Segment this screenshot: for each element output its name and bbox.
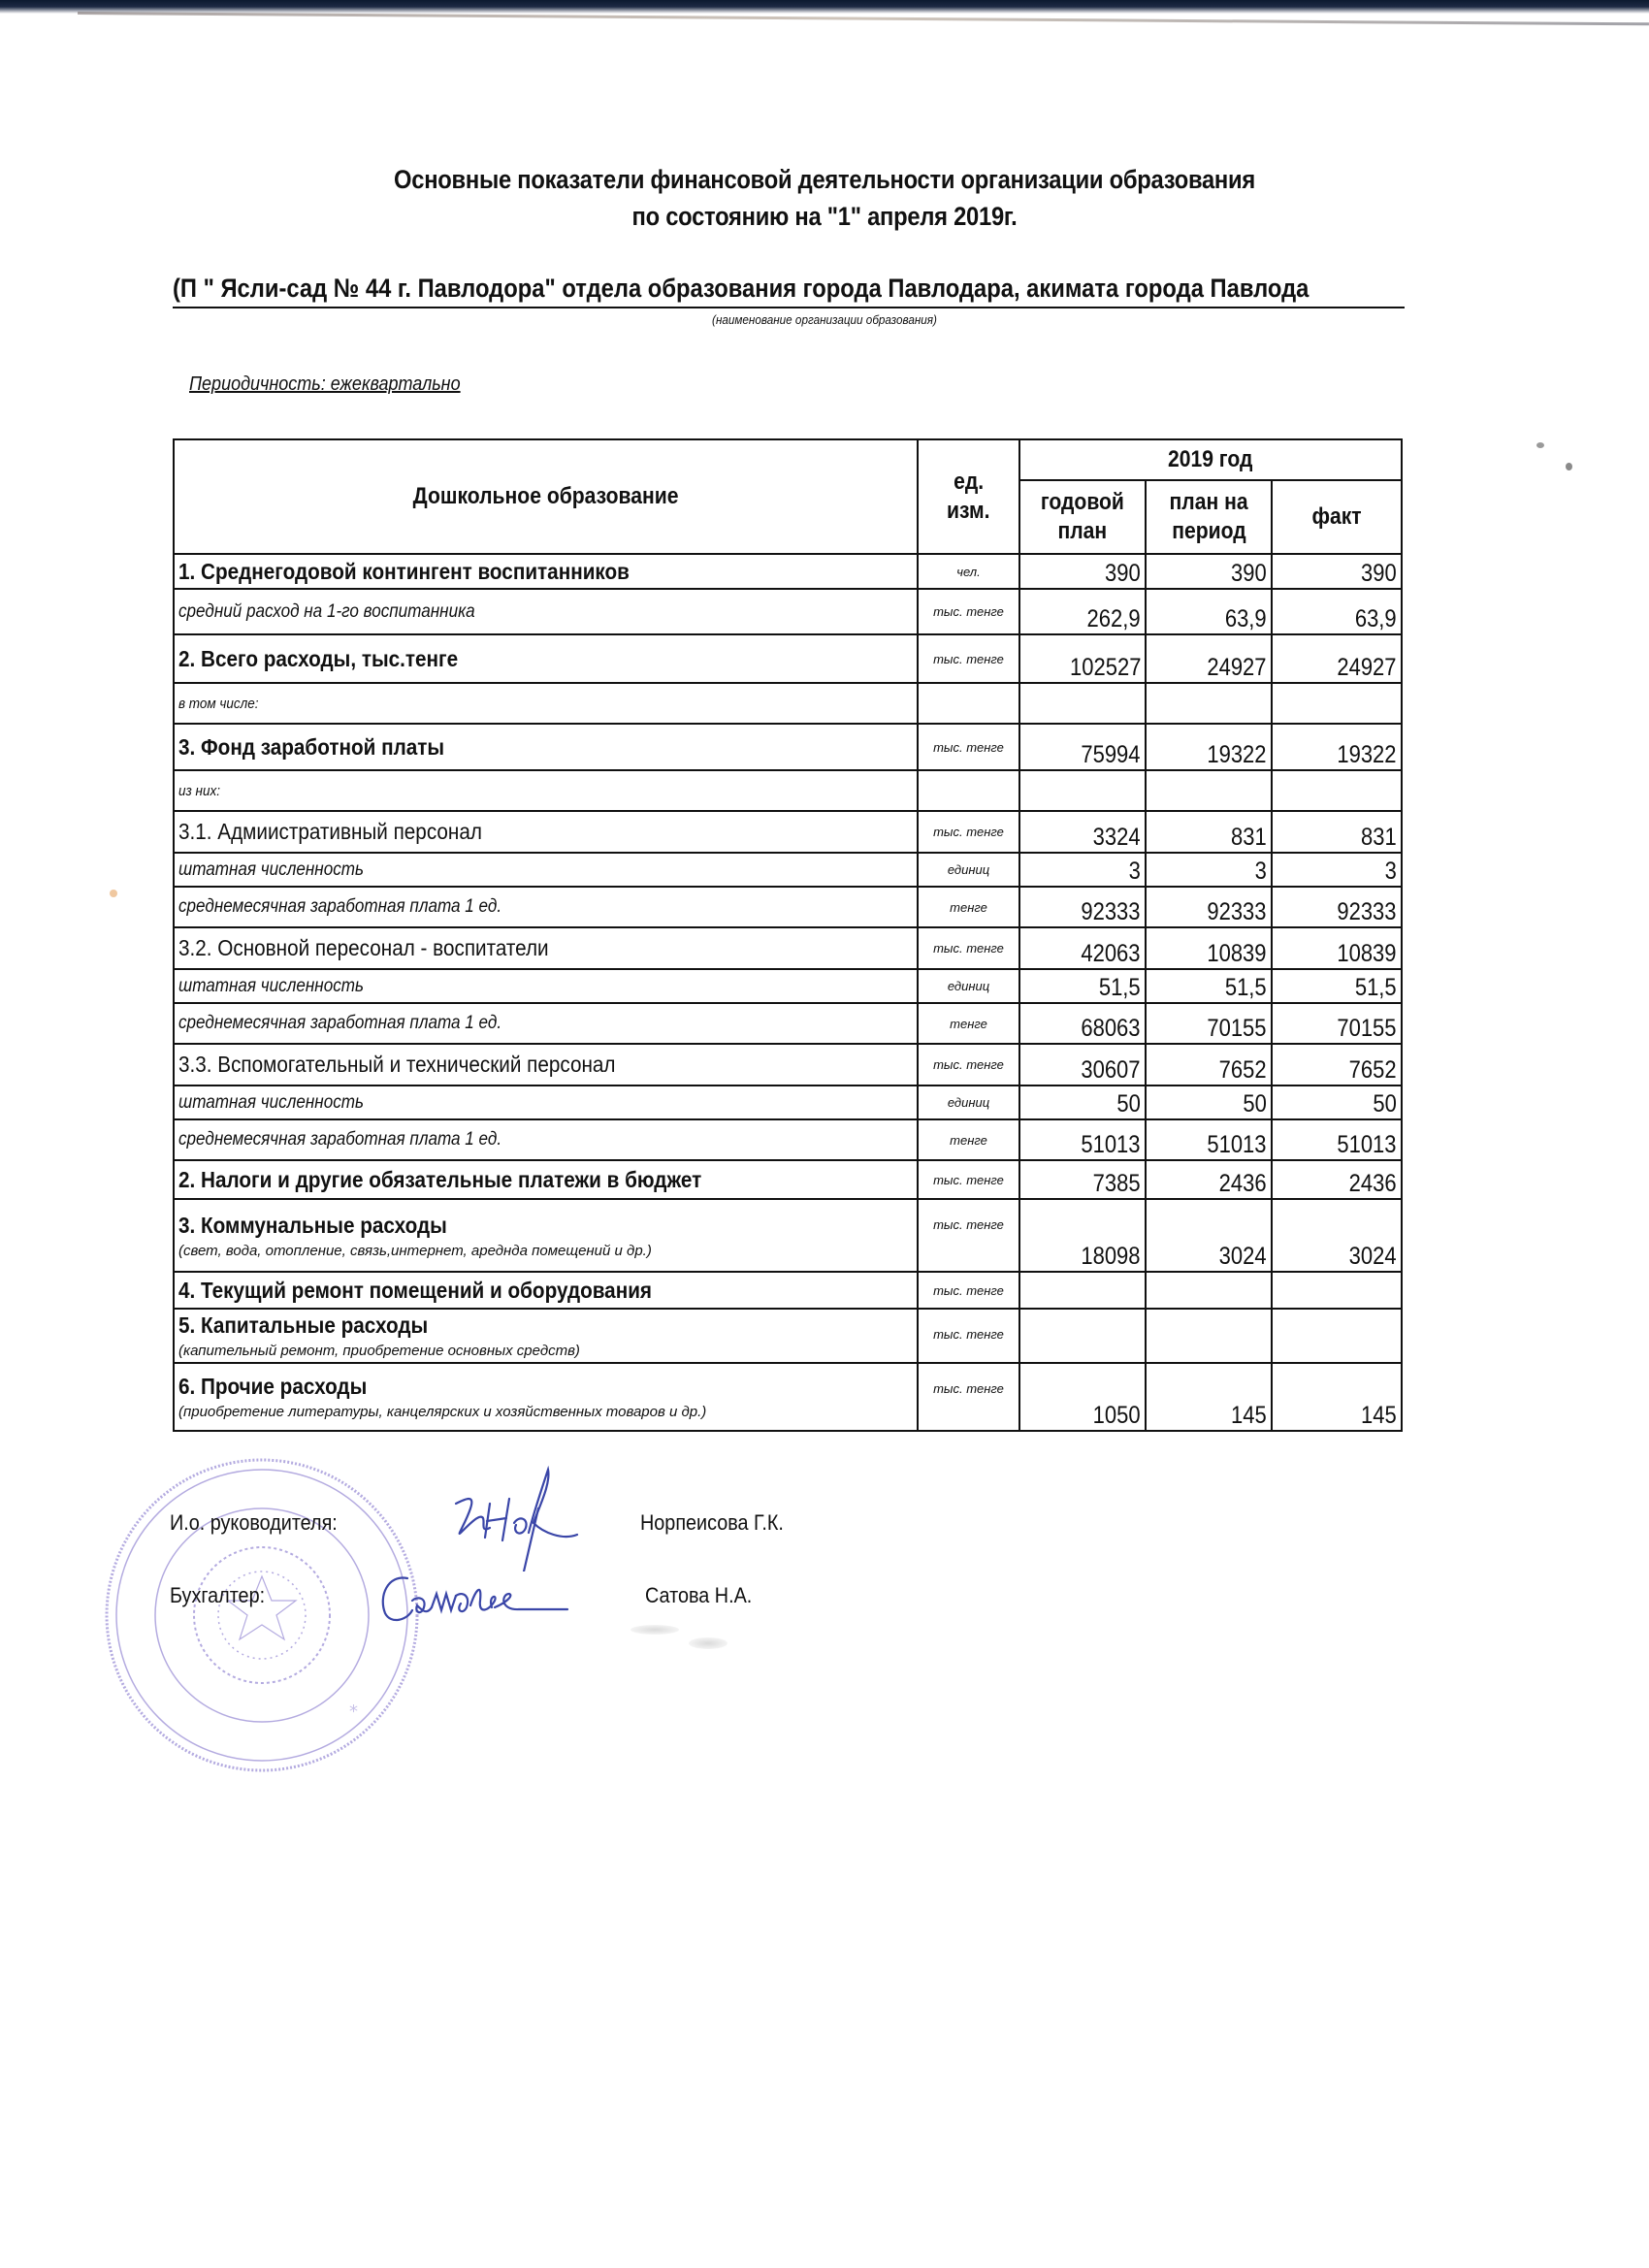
fact-value: [1272, 770, 1402, 811]
row-label: штатная численность: [174, 969, 918, 1003]
row-label: 3. Фонд заработной платы: [174, 724, 918, 770]
fact-value: 390: [1272, 554, 1402, 589]
annual-plan-value: 18098: [1019, 1199, 1146, 1272]
organization-name-text: (П " Ясли-сад № 44 г. Павлодора" отдела образования города Павлодара, акимата города Павлода: [173, 274, 1310, 303]
fact-value: 70155: [1272, 1003, 1402, 1044]
row-unit: [918, 683, 1019, 724]
fact-value: 145: [1272, 1363, 1402, 1431]
fact-value: 51,5: [1272, 969, 1402, 1003]
row-label: средний расход на 1-го воспитанника: [174, 589, 918, 634]
fact-value: 7652: [1272, 1044, 1402, 1085]
scan-speck: [689, 1637, 728, 1649]
row-unit: тыс. тенге: [918, 1272, 1019, 1309]
table-row: [174, 1044, 1402, 1085]
fact-value: 63,9: [1272, 589, 1402, 634]
table-row: [174, 1085, 1402, 1119]
period-plan-value: 7652: [1146, 1044, 1272, 1085]
header-unit: ед. изм.: [918, 439, 1019, 554]
header-year-2019: 2019 год: [1019, 439, 1402, 480]
period-plan-value: [1146, 683, 1272, 724]
table-row: [174, 853, 1402, 887]
row-unit: тыс. тенге: [918, 634, 1019, 683]
table-row: [174, 969, 1402, 1003]
head-label: И.о. руководителя:: [170, 1510, 338, 1535]
document-subtitle-date: по состоянию на "1" апреля 2019г.: [631, 202, 1018, 231]
row-unit: тыс. тенге: [918, 1160, 1019, 1199]
table-row: [174, 927, 1402, 969]
period-plan-value: 3: [1146, 853, 1272, 887]
row-unit: тенге: [918, 1119, 1019, 1160]
table-row: [174, 1160, 1402, 1199]
fact-value: 3024: [1272, 1199, 1402, 1272]
fact-value: 10839: [1272, 927, 1402, 969]
fact-value: [1272, 1309, 1402, 1363]
annual-plan-value: 3324: [1019, 811, 1146, 853]
row-label: среднемесячная заработная плата 1 ед.: [174, 1003, 918, 1044]
row-label: 6. Прочие расходы (приобретение литературы, канцелярских и хозяйственных товаров и др.): [174, 1363, 918, 1431]
annual-plan-value: 42063: [1019, 927, 1146, 969]
row-unit: тыс. тенге: [918, 1044, 1019, 1085]
row-sublabel: (приобретение литературы, канцелярских и хозяйственных товаров и др.): [178, 1404, 707, 1420]
period-plan-value: 50: [1146, 1085, 1272, 1119]
fact-value: 50: [1272, 1085, 1402, 1119]
row-unit: тыс. тенге: [918, 1363, 1019, 1431]
row-label: среднемесячная заработная плата 1 ед.: [174, 1119, 918, 1160]
period-plan-value: 145: [1146, 1363, 1272, 1431]
row-label: из них:: [174, 770, 918, 811]
annual-plan-value: 3: [1019, 853, 1146, 887]
period-plan-value: [1146, 1309, 1272, 1363]
head-signature: [436, 1465, 582, 1571]
row-unit: тыс. тенге: [918, 811, 1019, 853]
period-plan-value: 3024: [1146, 1199, 1272, 1272]
period-plan-value: 70155: [1146, 1003, 1272, 1044]
table-row: [174, 554, 1402, 589]
row-label: среднемесячная заработная плата 1 ед.: [174, 887, 918, 927]
row-label: 1. Среднегодовой контингент воспитанников: [174, 554, 918, 589]
header-period-plan: план на период: [1146, 480, 1272, 554]
row-unit: тенге: [918, 887, 1019, 927]
annual-plan-value: 50: [1019, 1085, 1146, 1119]
scan-speck: [630, 1625, 679, 1635]
scan-speck: [110, 890, 117, 897]
row-unit: единиц: [918, 969, 1019, 1003]
annual-plan-value: 390: [1019, 554, 1146, 589]
header-preschool-education: Дошкольное образование: [174, 439, 918, 554]
period-plan-value: 2436: [1146, 1160, 1272, 1199]
svg-text:*: *: [349, 1701, 358, 1722]
accountant-signature: [373, 1567, 577, 1635]
header-fact: факт: [1272, 480, 1402, 554]
table-row: [174, 724, 1402, 770]
scan-edge-shadow: [78, 12, 1649, 25]
period-plan-value: 63,9: [1146, 589, 1272, 634]
annual-plan-value: [1019, 770, 1146, 811]
row-unit: тыс. тенге: [918, 1309, 1019, 1363]
row-unit: тыс. тенге: [918, 724, 1019, 770]
row-label: 4. Текущий ремонт помещений и оборудования: [174, 1272, 918, 1309]
annual-plan-value: 30607: [1019, 1044, 1146, 1085]
annual-plan-value: 262,9: [1019, 589, 1146, 634]
table-row: [174, 811, 1402, 853]
annual-plan-value: 102527: [1019, 634, 1146, 683]
accountant-label: Бухгалтер:: [170, 1583, 266, 1607]
table-row: [174, 1003, 1402, 1044]
fact-value: 19322: [1272, 724, 1402, 770]
period-plan-value: 10839: [1146, 927, 1272, 969]
period-plan-value: 831: [1146, 811, 1272, 853]
row-label: штатная численность: [174, 1085, 918, 1119]
table-row: [174, 1119, 1402, 1160]
table-row: [174, 1363, 1402, 1431]
period-plan-value: 51013: [1146, 1119, 1272, 1160]
annual-plan-value: [1019, 683, 1146, 724]
annual-plan-value: 7385: [1019, 1160, 1146, 1199]
annual-plan-value: [1019, 1309, 1146, 1363]
annual-plan-value: 92333: [1019, 887, 1146, 927]
row-label: 2. Налоги и другие обязательные платежи в бюджет: [174, 1160, 918, 1199]
row-label: штатная численность: [174, 853, 918, 887]
scan-edge: [0, 0, 1649, 14]
head-name: Норпеисова Г.К.: [640, 1510, 784, 1535]
document-title: Основные показатели финансовой деятельности организации образования: [394, 165, 1255, 194]
annual-plan-value: 51013: [1019, 1119, 1146, 1160]
period-plan-value: 19322: [1146, 724, 1272, 770]
row-unit: единиц: [918, 853, 1019, 887]
row-label: 3.2. Основной пересонал - воспитатели: [174, 927, 918, 969]
period-plan-value: [1146, 1272, 1272, 1309]
row-unit: тенге: [918, 1003, 1019, 1044]
table-row: [174, 1272, 1402, 1309]
official-seal-stamp: [102, 1455, 422, 1775]
period-plan-value: 24927: [1146, 634, 1272, 683]
row-label: 3. Коммунальные расходы (свет, вода, отопление, связь,интернет, ареднда помещений и др.): [174, 1199, 918, 1272]
row-label: 3.1. Адмиистративный персонал: [174, 811, 918, 853]
fact-value: [1272, 683, 1402, 724]
row-label: в том числе:: [174, 683, 918, 724]
fact-value: 51013: [1272, 1119, 1402, 1160]
fact-value: [1272, 1272, 1402, 1309]
financial-indicators-table: [173, 438, 1403, 1432]
table-row: [174, 1199, 1402, 1272]
scan-speck: [1566, 463, 1572, 470]
row-label: 2. Всего расходы, тыс.тенге: [174, 634, 918, 683]
organization-name: [173, 272, 1405, 308]
table-row: [174, 770, 1402, 811]
row-unit: тыс. тенге: [918, 927, 1019, 969]
annual-plan-value: [1019, 1272, 1146, 1309]
row-unit: единиц: [918, 1085, 1019, 1119]
row-unit: тыс. тенге: [918, 589, 1019, 634]
organization-caption: (наименование организации образования): [712, 312, 937, 327]
header-annual-plan: годовой план: [1019, 480, 1146, 554]
period-plan-value: 92333: [1146, 887, 1272, 927]
table-row: [174, 589, 1402, 634]
row-unit: тыс. тенге: [918, 1199, 1019, 1272]
scan-speck: [1536, 442, 1544, 448]
annual-plan-value: 1050: [1019, 1363, 1146, 1431]
table-row: [174, 887, 1402, 927]
fact-value: 3: [1272, 853, 1402, 887]
row-label: 3.3. Вспомогательный и технический персонал: [174, 1044, 918, 1085]
periodicity-label: Периодичность: ежеквартально: [189, 373, 461, 395]
period-plan-value: 390: [1146, 554, 1272, 589]
row-unit: [918, 770, 1019, 811]
table-row: [174, 1309, 1402, 1363]
table-row: [174, 683, 1402, 724]
annual-plan-value: 68063: [1019, 1003, 1146, 1044]
row-label: 5. Капитальные расходы (капительный ремонт, приобретение основных средств): [174, 1309, 918, 1363]
period-plan-value: [1146, 770, 1272, 811]
table-row: [174, 634, 1402, 683]
annual-plan-value: 75994: [1019, 724, 1146, 770]
period-plan-value: 51,5: [1146, 969, 1272, 1003]
row-unit: чел.: [918, 554, 1019, 589]
fact-value: 831: [1272, 811, 1402, 853]
row-sublabel: (свет, вода, отопление, связь,интернет, ареднда помещений и др.): [178, 1242, 652, 1259]
fact-value: 92333: [1272, 887, 1402, 927]
fact-value: 24927: [1272, 634, 1402, 683]
fact-value: 2436: [1272, 1160, 1402, 1199]
annual-plan-value: 51,5: [1019, 969, 1146, 1003]
row-sublabel: (капительный ремонт, приобретение основных средств): [178, 1343, 580, 1359]
accountant-name: Сатова Н.А.: [645, 1583, 753, 1607]
